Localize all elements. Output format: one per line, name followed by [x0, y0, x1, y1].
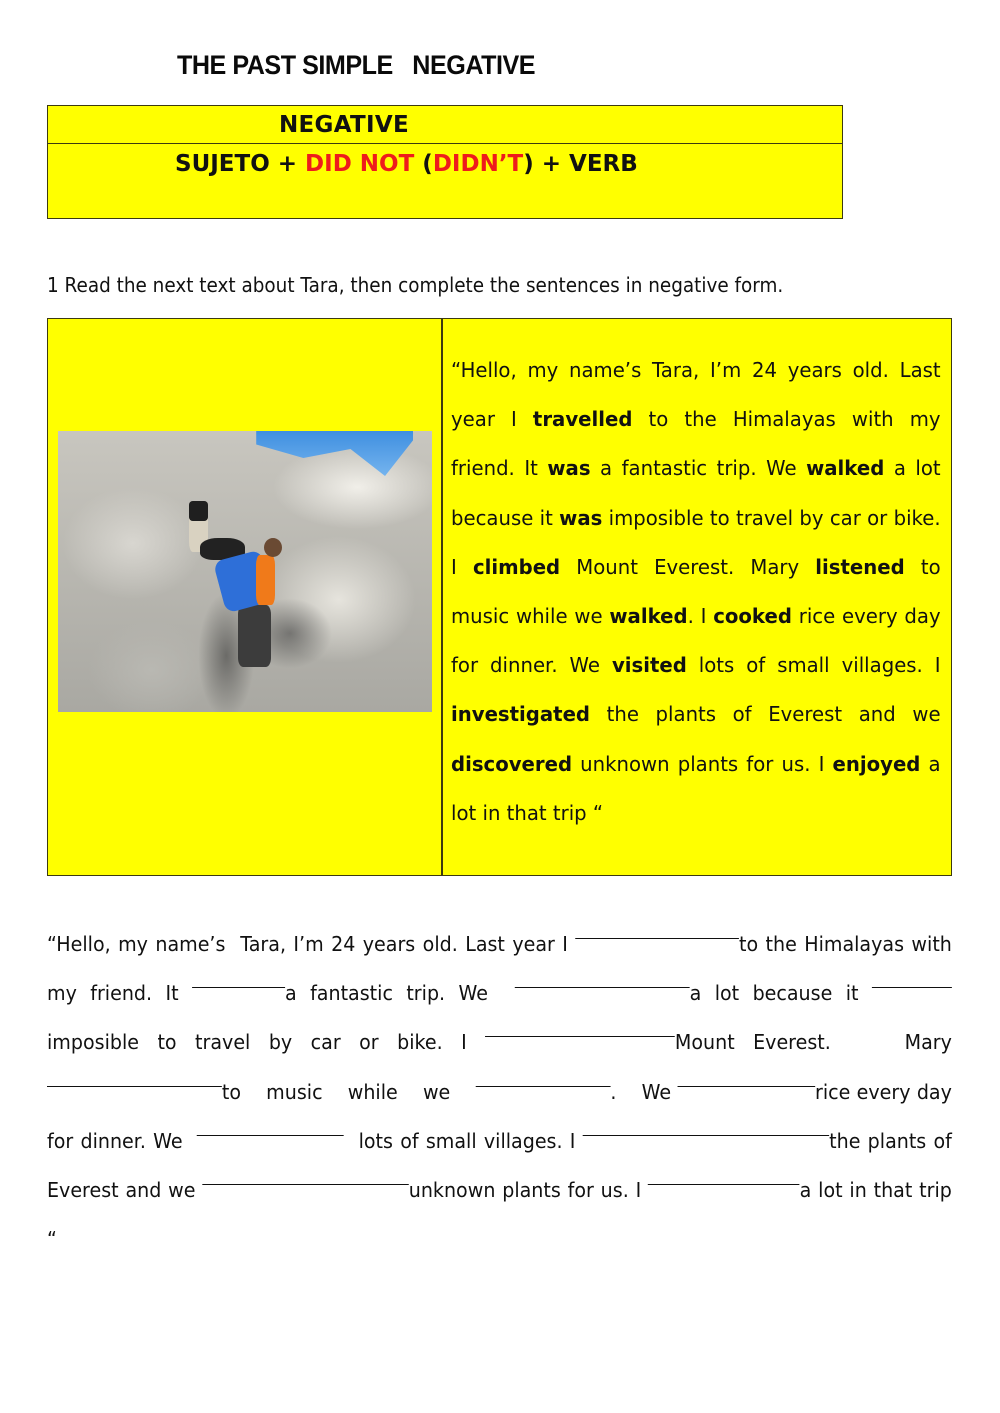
past-verb: visited [611, 653, 687, 678]
past-verb: walked [806, 456, 885, 481]
past-verb: discovered [451, 751, 573, 776]
column-divider [441, 319, 443, 875]
photo-hikers-climbing-rocks-icon [58, 431, 432, 712]
story-fragment: lots of small villages. I [686, 653, 941, 678]
story-fragment: to the Himalayas with my friend. It [451, 407, 941, 481]
blank-input-visited[interactable] [197, 1117, 344, 1136]
story-fragment: “Hello, my name’s Tara, I’m 24 years old. Last year I [451, 358, 941, 432]
backpack-shape [189, 501, 208, 521]
blank-input-was-2[interactable] [872, 969, 952, 988]
hiker-head [264, 538, 283, 558]
fill-in-exercise [47, 920, 977, 1264]
story-fragment: rice every day for dinner. We [451, 604, 941, 678]
formula-part: DID NOT [305, 151, 415, 177]
exercise-fragment: lots of small villages. I [344, 1128, 583, 1153]
past-verb: travelled [532, 407, 633, 432]
past-verb: was [547, 456, 591, 481]
exercise-fragment: to the Himalayas with my friend. It [47, 932, 958, 1006]
past-verb: walked [609, 604, 688, 629]
formula-part: ( [414, 151, 433, 177]
negative-formula-box [47, 105, 843, 219]
exercise-fragment: a lot in that trip “ [47, 1178, 958, 1252]
formula-header-row [48, 106, 842, 144]
orange-shirt-shape [256, 555, 275, 606]
story-fragment: a lot because it [451, 456, 941, 530]
blank-input-listened[interactable] [47, 1068, 222, 1087]
blank-input-walked-2[interactable] [475, 1068, 610, 1087]
blank-input-travelled[interactable] [575, 920, 739, 939]
exercise-fragment: unknown plants for us. I [408, 1178, 649, 1203]
story-fragment: unknown plants for us. I [572, 751, 833, 776]
exercise-paragraph [47, 920, 977, 1264]
story-fragment: imposible to travel by car or bike. I [451, 505, 941, 579]
past-verb: cooked [713, 604, 792, 629]
blank-input-was-1[interactable] [192, 969, 285, 988]
exercise-fragment: a fantastic trip. We [285, 981, 515, 1006]
hiker-legs [238, 605, 272, 667]
past-verb: climbed [472, 554, 561, 579]
exercise-instruction: 1 Read the next text about Tara, then complete the sentences in negative form. [47, 273, 784, 297]
exercise-fragment: the plants of Everest and we [47, 1128, 958, 1203]
story-fragment: . I [687, 604, 714, 629]
blank-input-climbed[interactable] [485, 1018, 675, 1037]
formula-part: SUJETO + [175, 151, 306, 177]
story-fragment: to music while we [451, 554, 941, 629]
story-fragment: the plants of Everest and we [590, 702, 941, 727]
exercise-fragment: to music while we [221, 1079, 476, 1104]
exercise-fragment: Mount Everest. Mary [674, 1030, 977, 1055]
exercise-fragment: rice every day for dinner. We [47, 1079, 958, 1153]
exercise-fragment: a lot because it [689, 981, 872, 1006]
formula-header: NEGATIVE [279, 112, 410, 138]
past-verb: was [559, 505, 603, 530]
story-fragment: a fantastic trip. We [590, 456, 807, 481]
past-verb: investigated [451, 702, 591, 727]
sky-region [256, 431, 413, 476]
page-title: THE PAST SIMPLE NEGATIVE [177, 50, 536, 80]
tara-story-text [451, 346, 941, 838]
past-verb: enjoyed [832, 751, 921, 776]
past-verb: listened [815, 554, 905, 579]
blank-input-discovered[interactable] [202, 1166, 408, 1185]
blank-input-enjoyed[interactable] [648, 1166, 800, 1185]
formula-part: DIDN’T [432, 151, 524, 177]
exercise-fragment: “Hello, my name’s Tara, I’m 24 years old. Last year I [47, 932, 576, 956]
blank-input-walked-1[interactable] [515, 969, 690, 988]
formula-part: ) + VERB [523, 151, 638, 177]
exercise-fragment: imposible to travel by car or bike. I [47, 1030, 486, 1055]
blank-input-cooked[interactable] [677, 1068, 815, 1087]
blank-input-investigated[interactable] [583, 1117, 829, 1136]
formula-text [175, 151, 638, 177]
story-fragment: Mount Everest. Mary [560, 554, 816, 579]
exercise-fragment: . We [610, 1079, 678, 1104]
story-fragment: a lot in that trip “ [451, 751, 941, 825]
story-table [47, 318, 952, 876]
